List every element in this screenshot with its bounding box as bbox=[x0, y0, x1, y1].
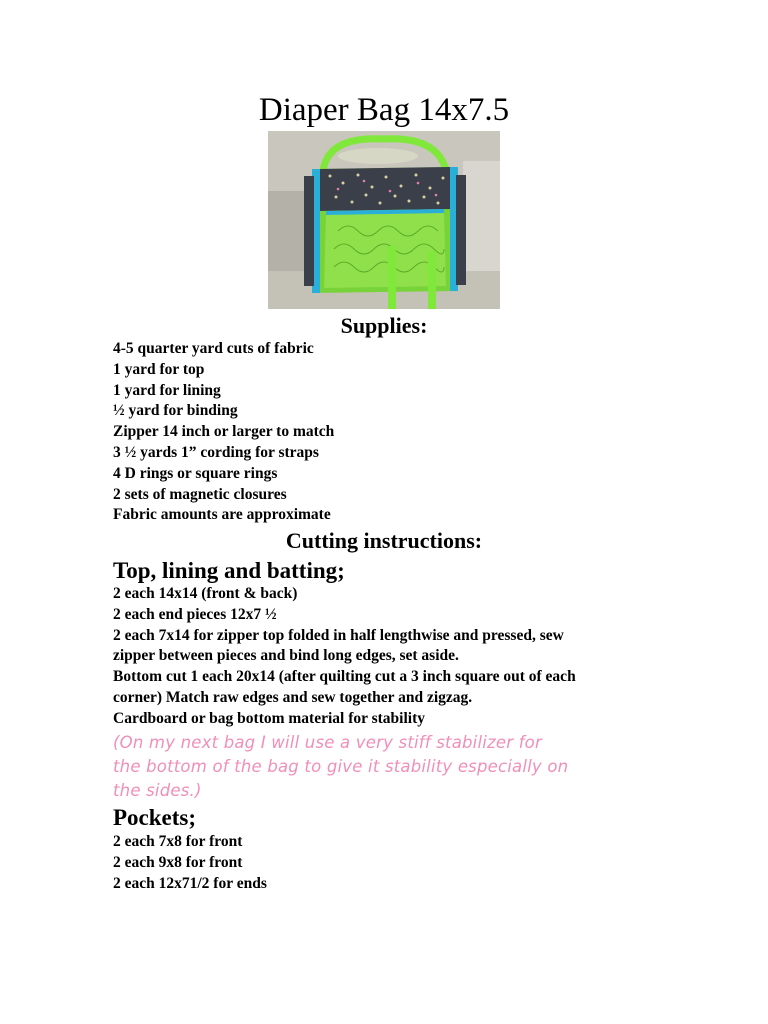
list-item: 2 each end pieces 12x7 ½ bbox=[113, 605, 277, 623]
diaper-bag-illustration bbox=[268, 131, 500, 309]
list-item: 2 each 14x14 (front & back) bbox=[113, 585, 298, 602]
diaper-bag-photo bbox=[268, 131, 500, 309]
list-item: Bottom cut 1 each 20x14 (after quilting cut a 3 inch square out of each bbox=[113, 668, 576, 686]
supplies-heading: Supplies: bbox=[340, 313, 428, 338]
list-item: 2 each 7x8 for front bbox=[113, 833, 243, 850]
pockets-heading: Pockets; bbox=[113, 805, 197, 830]
note-line: the sides.) bbox=[113, 781, 202, 800]
top-lining-batting-heading: Top, lining and batting; bbox=[113, 558, 345, 583]
list-item: 1 yard for top bbox=[113, 360, 205, 378]
page-title: Diaper Bag 14x7.5 bbox=[258, 92, 510, 128]
list-item: Cardboard or bag bottom material for stability bbox=[113, 709, 425, 727]
note-line: (On my next bag I will use a very stiff stabilizer for bbox=[113, 733, 542, 752]
list-item: Fabric amounts are approximate bbox=[113, 506, 331, 524]
list-item: Zipper 14 inch or larger to match bbox=[113, 423, 335, 441]
note-line: the bottom of the bag to give it stability especially on bbox=[113, 757, 569, 776]
cutting-heading: Cutting instructions: bbox=[285, 528, 483, 553]
list-item: ½ yard for binding bbox=[113, 402, 238, 420]
list-item: 2 each 7x14 for zipper top folded in half lengthwise and pressed, sew bbox=[113, 626, 564, 644]
list-item: 4-5 quarter yard cuts of fabric bbox=[113, 340, 314, 357]
pockets-list bbox=[113, 832, 267, 894]
list-item: 1 yard for lining bbox=[113, 381, 221, 399]
stabilizer-note bbox=[113, 731, 673, 803]
list-item: 2 each 12x71/2 for ends bbox=[113, 874, 267, 892]
list-item: corner) Match raw edges and sew together and zigzag. bbox=[113, 688, 473, 706]
list-item: 4 D rings or square rings bbox=[113, 464, 278, 482]
cutting-list bbox=[113, 584, 576, 730]
list-item: 2 each 9x8 for front bbox=[113, 853, 243, 871]
list-item: 3 ½ yards 1” cording for straps bbox=[113, 443, 319, 461]
list-item: 2 sets of magnetic closures bbox=[113, 485, 287, 503]
supplies-list bbox=[113, 339, 334, 526]
list-item: zipper between pieces and bind long edges, set aside. bbox=[113, 647, 459, 665]
